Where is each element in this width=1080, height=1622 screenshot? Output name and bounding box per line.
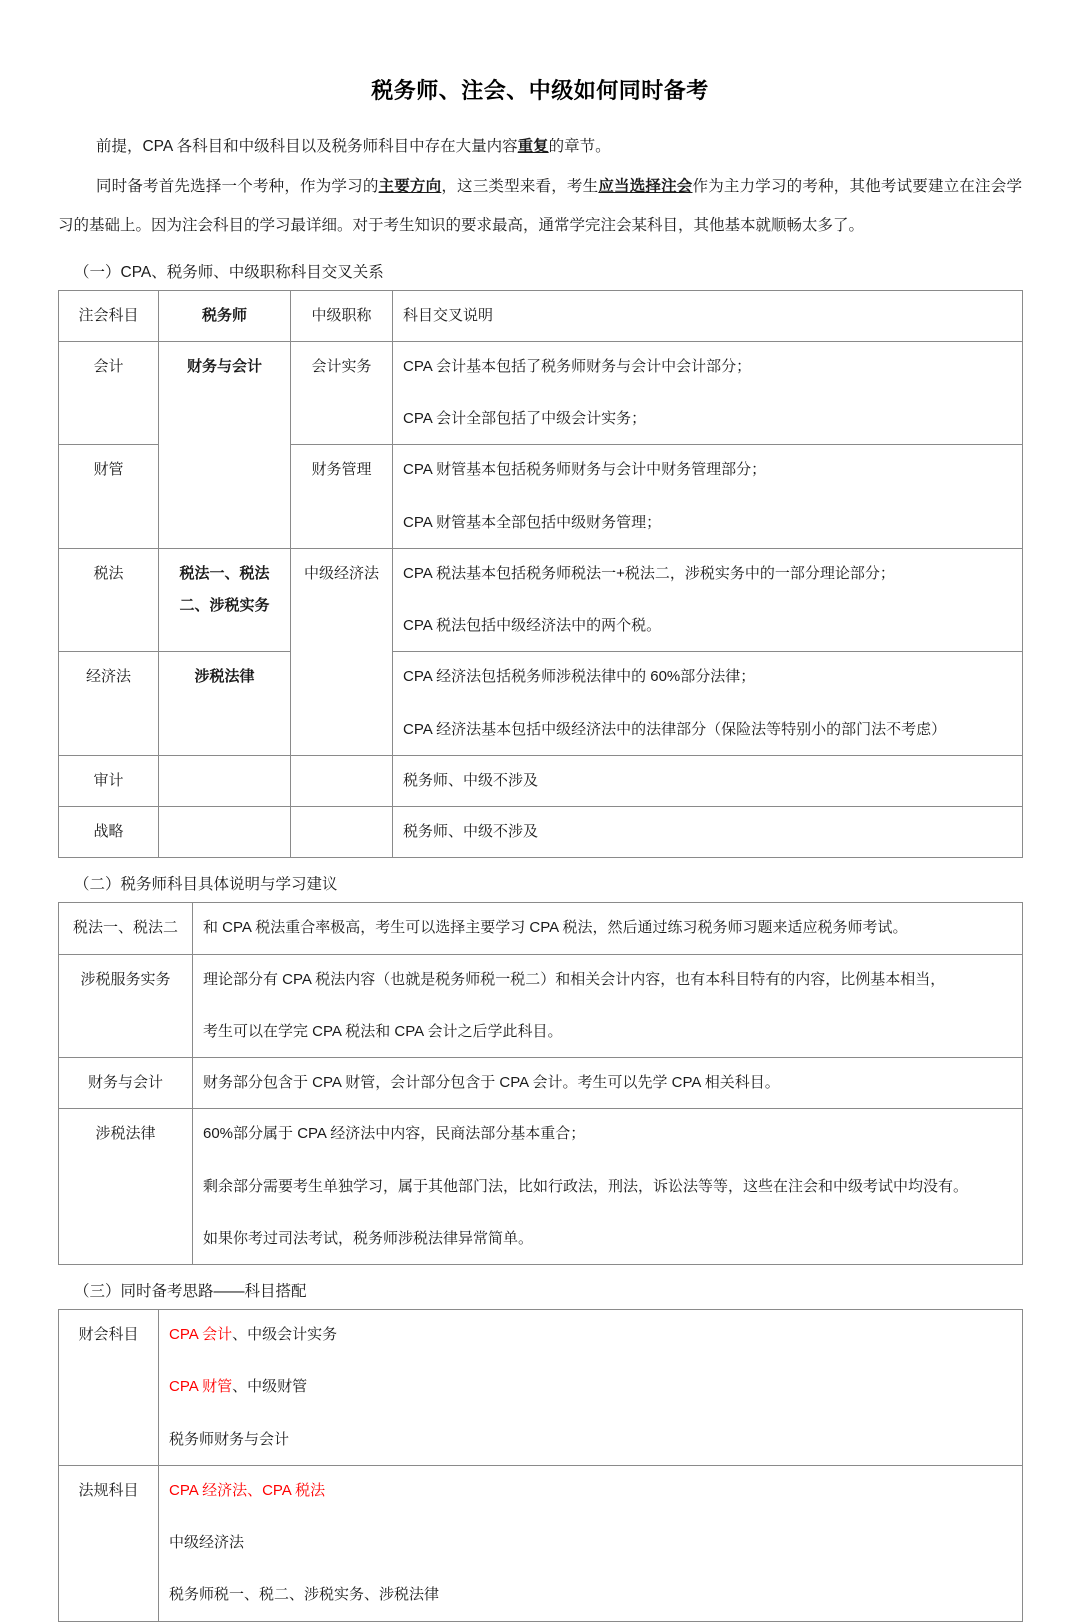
emphasis-text: 重复 [517,138,549,155]
pairing-line [169,1475,1012,1507]
cell-cpa-subject: 税法 [59,548,159,652]
cell-subject-advice: 理论部分有 CPA 税法内容（也就是税务师税一税二）和相关会计内容，也有本科目特有的内容，比例基本相当， 考生可以在学完 CPA 税法和 CPA 会计之后学此科目。 [193,954,1023,1058]
plain-subject: 中级经济法 [169,1534,245,1552]
cell-tax-agent-subject [159,755,291,806]
cell-cpa-subject: 会计 [59,341,159,445]
section-heading-3: （三）同时备考思路——科目搭配 [74,1283,307,1301]
cell-intermediate-subject: 中级经济法 [291,548,393,755]
table-header-row [59,290,1023,341]
plain-subject: 、中级财管 [232,1378,308,1396]
cell-tax-agent-subject: 税法一、税法二、涉税实务 [159,548,291,652]
emphasis-text: 主要方向 [378,177,442,195]
highlighted-subject: CPA 经济法、CPA 税法 [169,1481,326,1499]
cell-cpa-subject: 财管 [59,445,159,549]
cell-subject-advice: 和 CPA 税法重合率极高，考生可以选择主要学习 CPA 税法，然后通过练习税务师习题来适应税务师考试。 [193,903,1023,954]
cell-cpa-subject: 经济法 [59,652,159,756]
table-row [59,807,1023,858]
cell-subject-name: 财务与会计 [59,1058,193,1109]
table-row [59,341,1023,445]
plain-subject: 税务师税一、税二、涉税实务、涉税法律 [169,1586,440,1604]
table-row [59,1310,1023,1466]
cell-cpa-subject: 战略 [59,807,159,858]
column-header-cpa: 注会科目 [59,290,159,341]
cell-notes: CPA 经济法包括税务师涉税法律中的 60%部分法律； CPA 经济法基本包括中级经济法中的法律部分（保险法等特别小的部门法不考虑） [393,652,1023,756]
cell-subject-name: 涉税服务实务 [59,954,193,1058]
cell-notes: 税务师、中级不涉及 [393,807,1023,858]
cell-category-name: 财会科目 [59,1310,159,1466]
table-row [59,1465,1023,1621]
table-row [59,652,1023,756]
cell-cpa-subject: 审计 [59,755,159,806]
cell-intermediate-subject [291,755,393,806]
table-row [59,548,1023,652]
pairing-line [169,1424,1012,1456]
paragraph-strategy [58,167,1022,246]
pairing-line [169,1319,1012,1351]
pairing-line [169,1371,1012,1403]
highlighted-subject: CPA 财管 [169,1378,233,1396]
highlighted-subject: CPA 会计 [169,1326,233,1344]
table-row [59,755,1023,806]
cell-notes: 税务师、中级不涉及 [393,755,1023,806]
paragraph-text: ，这三类型来看，考生 [441,177,599,195]
page-title: 税务师、注会、中级如何同时备考 [371,78,709,103]
paragraph-premise [58,127,1022,167]
section-heading-1: （一）CPA、税务师、中级职称科目交叉关系 [74,263,384,281]
paragraph-text: 前提，CPA 各科目和中级科目以及税务师科目中存在大量内容 [95,138,518,155]
plain-subject: 、中级会计实务 [232,1326,338,1344]
table-cross-reference [58,290,1023,859]
table-row [59,954,1023,1058]
cell-intermediate-subject: 会计实务 [291,341,393,445]
column-header-intermediate: 中级职称 [291,290,393,341]
cell-subject-advice: 60%部分属于 CPA 经济法中内容，民商法部分基本重合； 剩余部分需要考生单独学习，属于其他部门法，比如行政法，刑法，诉讼法等等，这些在注会和中级考试中均没有。 如果你考过司法考试，税务师涉税法律异常简单。 [193,1109,1023,1265]
table-row [59,1058,1023,1109]
paragraph-text: 同时备考首先选择一个考种，作为学习的 [95,177,379,195]
cell-category-name: 法规科目 [59,1465,159,1621]
cell-pairing-lines [159,1310,1023,1466]
section-heading-2: （二）税务师科目具体说明与学习建议 [74,876,338,894]
paragraph-text: 作为主力学习的考种，其他考试要建立在注会学习的基础上。因为注会科目的学习最详细。对于考生知识的要求最高，通常学完注会某科目，其他基本就顺畅太多了。 [58,177,1022,235]
cell-notes: CPA 会计基本包括了税务师财务与会计中会计部分； CPA 会计全部包括了中级会计实务； [393,341,1023,445]
cell-tax-agent-subject: 涉税法律 [159,652,291,756]
cell-subject-advice: 财务部分包含于 CPA 财管，会计部分包含于 CPA 会计。考生可以先学 CPA 相关科目。 [193,1058,1023,1109]
pairing-line [169,1527,1012,1559]
column-header-tax-agent: 税务师 [159,290,291,341]
paragraph-text: 的章节。 [548,138,611,155]
table-row [59,903,1023,954]
cell-tax-agent-subject: 财务与会计 [159,341,291,548]
cell-notes: CPA 税法基本包括税务师税法一+税法二，涉税实务中的一部分理论部分； CPA 税法包括中级经济法中的两个税。 [393,548,1023,652]
cell-tax-agent-subject [159,807,291,858]
emphasis-text: 应当选择注会 [598,177,693,195]
table-row [59,1109,1023,1265]
pairing-line [169,1579,1012,1611]
table-pairing-plan [58,1309,1023,1622]
cell-subject-name: 税法一、税法二 [59,903,193,954]
column-header-notes: 科目交叉说明 [393,290,1023,341]
cell-subject-name: 涉税法律 [59,1109,193,1265]
cell-pairing-lines [159,1465,1023,1621]
table-subject-advice [58,902,1023,1265]
cell-intermediate-subject [291,807,393,858]
cell-notes: CPA 财管基本包括税务师财务与会计中财务管理部分； CPA 财管基本全部包括中级财务管理； [393,445,1023,549]
plain-subject: 税务师财务与会计 [169,1430,290,1448]
cell-intermediate-subject: 财务管理 [291,445,393,549]
